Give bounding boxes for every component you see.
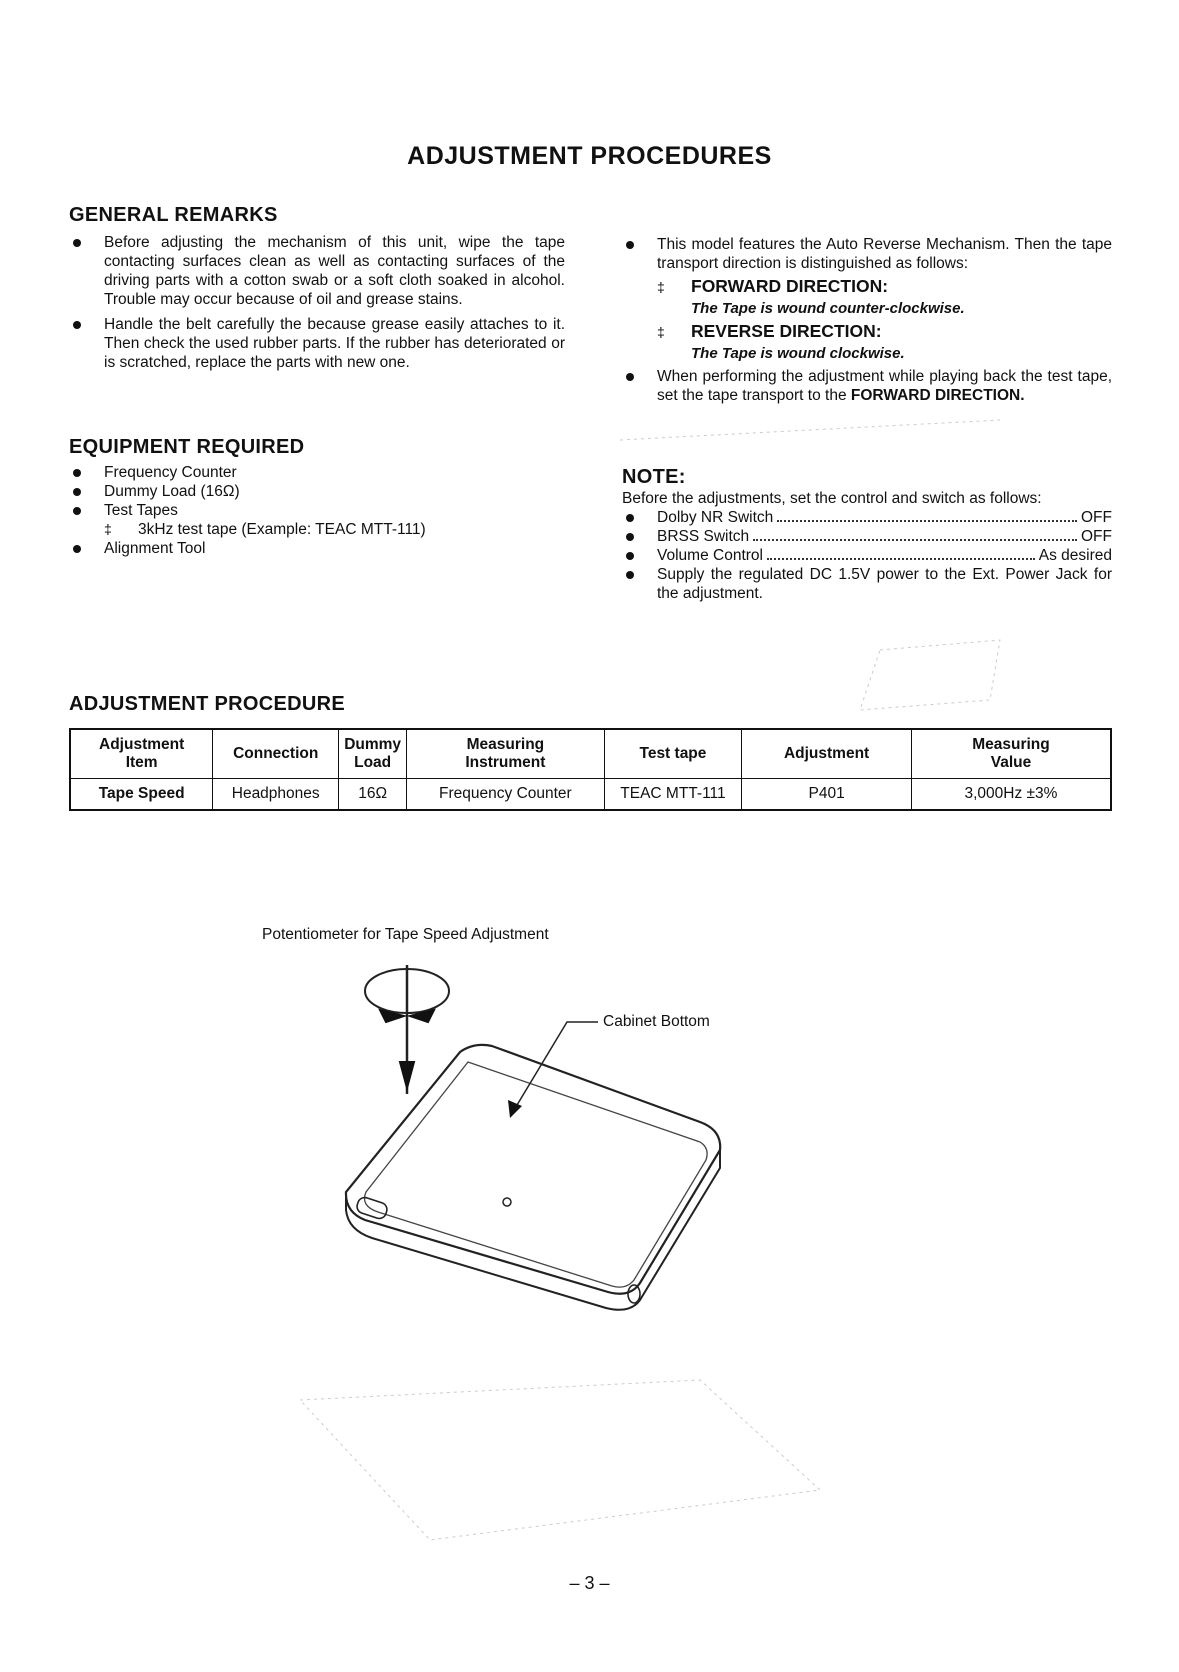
when-performing-text: When performing the adjustment while playing back the test tape, set the tape transport to the [657, 368, 1112, 404]
column-header: Measuring Value [911, 729, 1111, 779]
remark-item: Handle the belt carefully the because grease easily attaches to it. Then check the used rubber parts. If the rubber has deteriorated or is scratched, replace the parts with new one. [69, 315, 565, 372]
equipment-item: Dummy Load (16Ω) [69, 482, 565, 501]
general-remarks-heading: GENERAL REMARKS [69, 204, 278, 226]
table-cell: 3,000Hz ±3% [911, 779, 1111, 811]
table-cell: Headphones [213, 779, 339, 811]
equipment-heading: EQUIPMENT REQUIRED [69, 436, 305, 458]
auto-reverse-item: This model features the Auto Reverse Mechanism. Then the tape transport direction is distinguished as follows: [622, 235, 1112, 273]
note-intro: Before the adjustments, set the control and switch as follows: [622, 490, 1042, 507]
equipment-item: Alignment Tool [69, 539, 565, 558]
table-cell: Tape Speed [70, 779, 213, 811]
remark-item: Before adjusting the mechanism of this unit, wipe the tape contacting surfaces clean as well as contacting surfaces of the driving parts with a cotton swab or a soft cloth soaked in alcohol. Trouble may occur because of oil and grease stains. [69, 233, 565, 309]
note-item-value: OFF [1081, 528, 1112, 545]
table-cell: Frequency Counter [407, 779, 605, 811]
column-header: Measuring Instrument [407, 729, 605, 779]
note-item-value: As desired [1038, 547, 1112, 564]
dagger-mark: ‡ [657, 279, 665, 295]
potentiometer-label: Potentiometer for Tape Speed Adjustment [262, 926, 549, 943]
forward-direction-text: The Tape is wound counter-clockwise. [691, 300, 965, 317]
note-item-label: BRSS Switch [657, 528, 750, 545]
note-item-label: Dolby NR Switch [657, 509, 774, 526]
equipment-item: Frequency Counter [69, 463, 565, 482]
forward-direction-emphasis: FORWARD DIRECTION. [850, 387, 1025, 404]
reverse-direction-label: REVERSE DIRECTION: [691, 321, 882, 341]
column-header: Adjustment Item [70, 729, 213, 779]
cabinet-bottom-label: Cabinet Bottom [603, 1013, 710, 1030]
dagger-mark: ‡ [104, 521, 112, 537]
column-header: Test tape [604, 729, 742, 779]
page-title: ADJUSTMENT PROCEDURES [407, 142, 772, 170]
page-number: – 3 – [569, 1573, 610, 1593]
procedure-heading: ADJUSTMENT PROCEDURE [69, 693, 346, 715]
column-header: Adjustment [742, 729, 912, 779]
table-cell: P401 [742, 779, 912, 811]
table-cell: TEAC MTT-111 [604, 779, 742, 811]
note-heading: NOTE: [622, 466, 686, 488]
dagger-mark: ‡ [657, 324, 665, 340]
note-item-label: Volume Control [657, 547, 763, 564]
reverse-direction-text: The Tape is wound clockwise. [691, 345, 905, 362]
forward-direction-label: FORWARD DIRECTION: [691, 276, 889, 296]
equipment-item: Test Tapes [69, 501, 565, 520]
column-header: Connection [213, 729, 339, 779]
table-cell: 16Ω [339, 779, 407, 811]
equipment-subitem-text: 3kHz test tape (Example: TEAC MTT-111) [138, 521, 426, 538]
note-item: Supply the regulated DC 1.5V power to the Ext. Power Jack for the adjustment. [622, 565, 1112, 603]
note-item-value: OFF [1081, 509, 1112, 526]
column-header: Dummy Load [339, 729, 407, 779]
